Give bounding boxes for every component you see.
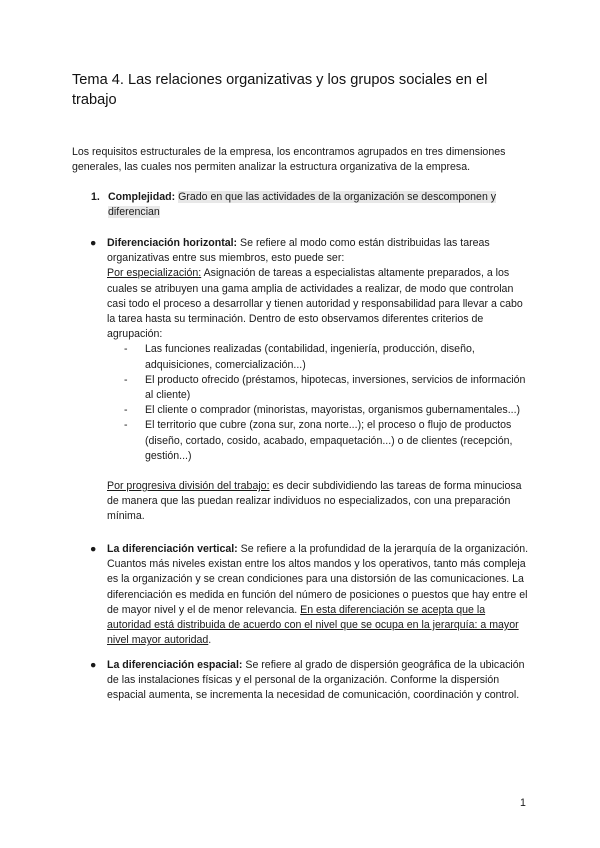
vertical-body: La diferenciación vertical: Se refiere a la profundidad de la jerarquía de la organización. Cuantos más niveles existan entre los altos mandos y los operativos, tanto más compleja es la organización y se crean condiciones para una distorsión de las comunicaciones. La diferenciación es medida en función del número de posiciones o puestos que hay entre el de mayor nivel y el de menor relevancia. En esta diferenciación se acepta que la autoridad está distribuida de acuerdo con el nivel que se ocupa en la jerarquía: a mayor nivel mayor autoridad. bbox=[107, 543, 529, 647]
espacial-term: La diferenciación espacial: bbox=[107, 659, 243, 671]
bullet-espacial bbox=[90, 658, 530, 704]
bullet-icon: ● bbox=[90, 543, 97, 555]
page-title: Tema 4. Las relaciones organizativas y los grupos sociales en el trabajo bbox=[72, 72, 488, 108]
dash-icon: - bbox=[124, 373, 128, 386]
bullet-icon: ● bbox=[90, 237, 97, 249]
dash-icon: - bbox=[124, 419, 128, 432]
vertical-underlined-text: En esta diferenciación se acepta que la autoridad está distribuida de acuerdo con el nivel que se ocupa en la jerarquía: a mayor nivel mayor autoridad bbox=[107, 603, 519, 647]
espacial-text: Se refiere al grado de dispersión geográfica de la ubicación de las instalaciones físicas y el personal de la organización. Conforme la dispersión espacial aumenta, se incrementa la necesidad de comunicación, coordinación y control. bbox=[107, 659, 525, 702]
vertical-term: La diferenciación vertical: bbox=[107, 543, 238, 555]
list-number: 1. bbox=[91, 191, 100, 203]
horizontal-body bbox=[107, 236, 530, 525]
list-item: - El producto ofrecido (préstamos, hipotecas, inversiones, servicios de información al cliente) bbox=[124, 373, 526, 402]
progresiva-label: Por progresiva división del trabajo: bbox=[107, 480, 270, 493]
page-number: 1 bbox=[520, 797, 526, 809]
complejidad-term: Complejidad: bbox=[108, 191, 176, 203]
progresiva-paragraph bbox=[107, 479, 530, 525]
vertical-text: Se refiere a la profundidad de la jerarquía de la organización. Cuantos más niveles existan entre los altos mandos y los operativos, tanto más compleja es la organización y se crean condiciones para una distorsión de las comunicaciones. La diferenciación es medida en función del número de posiciones o puestos que hay entre el de mayor nivel y el de menor relevancia. bbox=[107, 543, 529, 616]
espacial-body bbox=[107, 658, 530, 704]
criterios-list bbox=[107, 342, 530, 464]
complejidad-text bbox=[108, 190, 531, 221]
especializacion-paragraph bbox=[107, 266, 530, 342]
numbered-item-complejidad bbox=[91, 190, 531, 221]
dash-icon: - bbox=[124, 343, 128, 356]
horizontal-intro bbox=[107, 236, 530, 266]
especializacion-text: Asignación de tareas a especialistas altamente preparados, a los cuales se atribuyen una gama amplia de actividades a realizar, de modo que controlan casi todo el proceso a desarrollar y tienen autoridad y responsabilidad para llevar a cabo la tarea hasta su terminación. Dentro de esto observamos diferentes criterios de agrupación: bbox=[107, 267, 523, 341]
bullet-horizontal bbox=[90, 236, 530, 525]
especializacion-label: Por especialización: bbox=[107, 267, 202, 280]
list-item: - El cliente o comprador (minoristas, mayoristas, organismos gubernamentales...) bbox=[124, 403, 530, 418]
list-item: - Las funciones realizadas (contabilidad, ingeniería, producción, diseño, adquisiciones, comercialización...) bbox=[124, 343, 475, 371]
bullet-vertical bbox=[90, 542, 530, 648]
horizontal-text: Se refiere al modo como están distribuidas las tareas organizativas entre sus miembros, esto puede ser: bbox=[107, 237, 490, 265]
bullet-icon: ● bbox=[90, 659, 97, 671]
list-item: - El territorio que cubre (zona sur, zona norte...); el proceso o flujo de productos (diseño, cortado, cosido, acabado, empaquetación...) o de clientes (recepción, gestión...) bbox=[124, 419, 513, 462]
dash-icon: - bbox=[124, 404, 128, 417]
complejidad-definition: Grado en que las actividades de la organización se descomponen y diferencian bbox=[108, 191, 497, 219]
progresiva-text: es decir subdividiendo las tareas de forma minuciosa de manera que las puedan realizar individuos no especializados, con una preparación mínima. bbox=[107, 480, 522, 523]
intro-paragraph: Los requisitos estructurales de la empresa, los encontramos agrupados en tres dimensiones generales, las cuales nos permiten analizar la estructura organizativa de la empresa. bbox=[72, 146, 506, 174]
horizontal-term: Diferenciación horizontal: bbox=[107, 237, 238, 249]
